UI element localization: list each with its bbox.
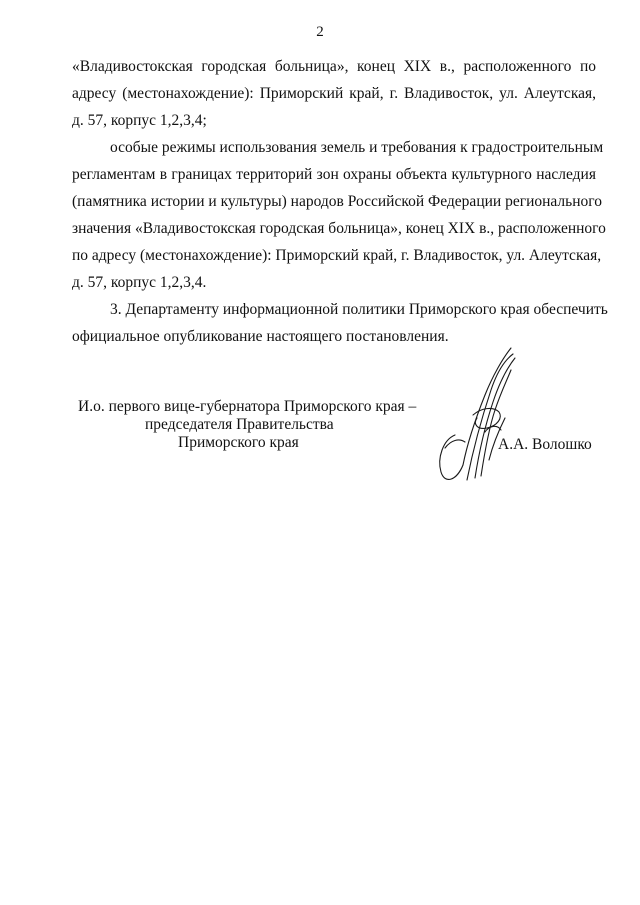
- body-line: адресу (местонахождение): Приморский край, г. Владивосток, ул. Алеутская,: [72, 85, 596, 102]
- body-line: 3. Департаменту информационной политики Приморского края обеспечить: [110, 301, 608, 318]
- signatory-position-line: И.о. первого вице-губернатора Приморского края –: [78, 398, 417, 415]
- body-line: по адресу (местонахождение): Приморский край, г. Владивосток, ул. Алеутская,: [72, 247, 602, 264]
- body-line: д. 57, корпус 1,2,3,4.: [72, 274, 207, 291]
- signatory-position-line: Приморского края: [178, 434, 299, 451]
- signatory-name: А.А. Волошко: [498, 436, 592, 453]
- body-line: (памятника истории и культуры) народов Российской Федерации регионального: [72, 193, 602, 210]
- body-line: значения «Владивостокская городская больница», конец XIX в., расположенного: [72, 220, 606, 237]
- page-number: 2: [316, 24, 324, 40]
- body-line: д. 57, корпус 1,2,3,4;: [72, 112, 207, 129]
- body-line: «Владивостокская городская больница», конец XIX в., расположенного по: [72, 58, 596, 75]
- body-line: регламентам в границах территорий зон охраны объекта культурного наследия: [72, 166, 596, 183]
- body-line: особые режимы использования земель и требования к градостроительным: [110, 139, 604, 156]
- body-line: официальное опубликование настоящего постановления.: [72, 328, 449, 345]
- signatory-position-line: председателя Правительства: [145, 416, 334, 433]
- handwritten-signature: [415, 340, 525, 490]
